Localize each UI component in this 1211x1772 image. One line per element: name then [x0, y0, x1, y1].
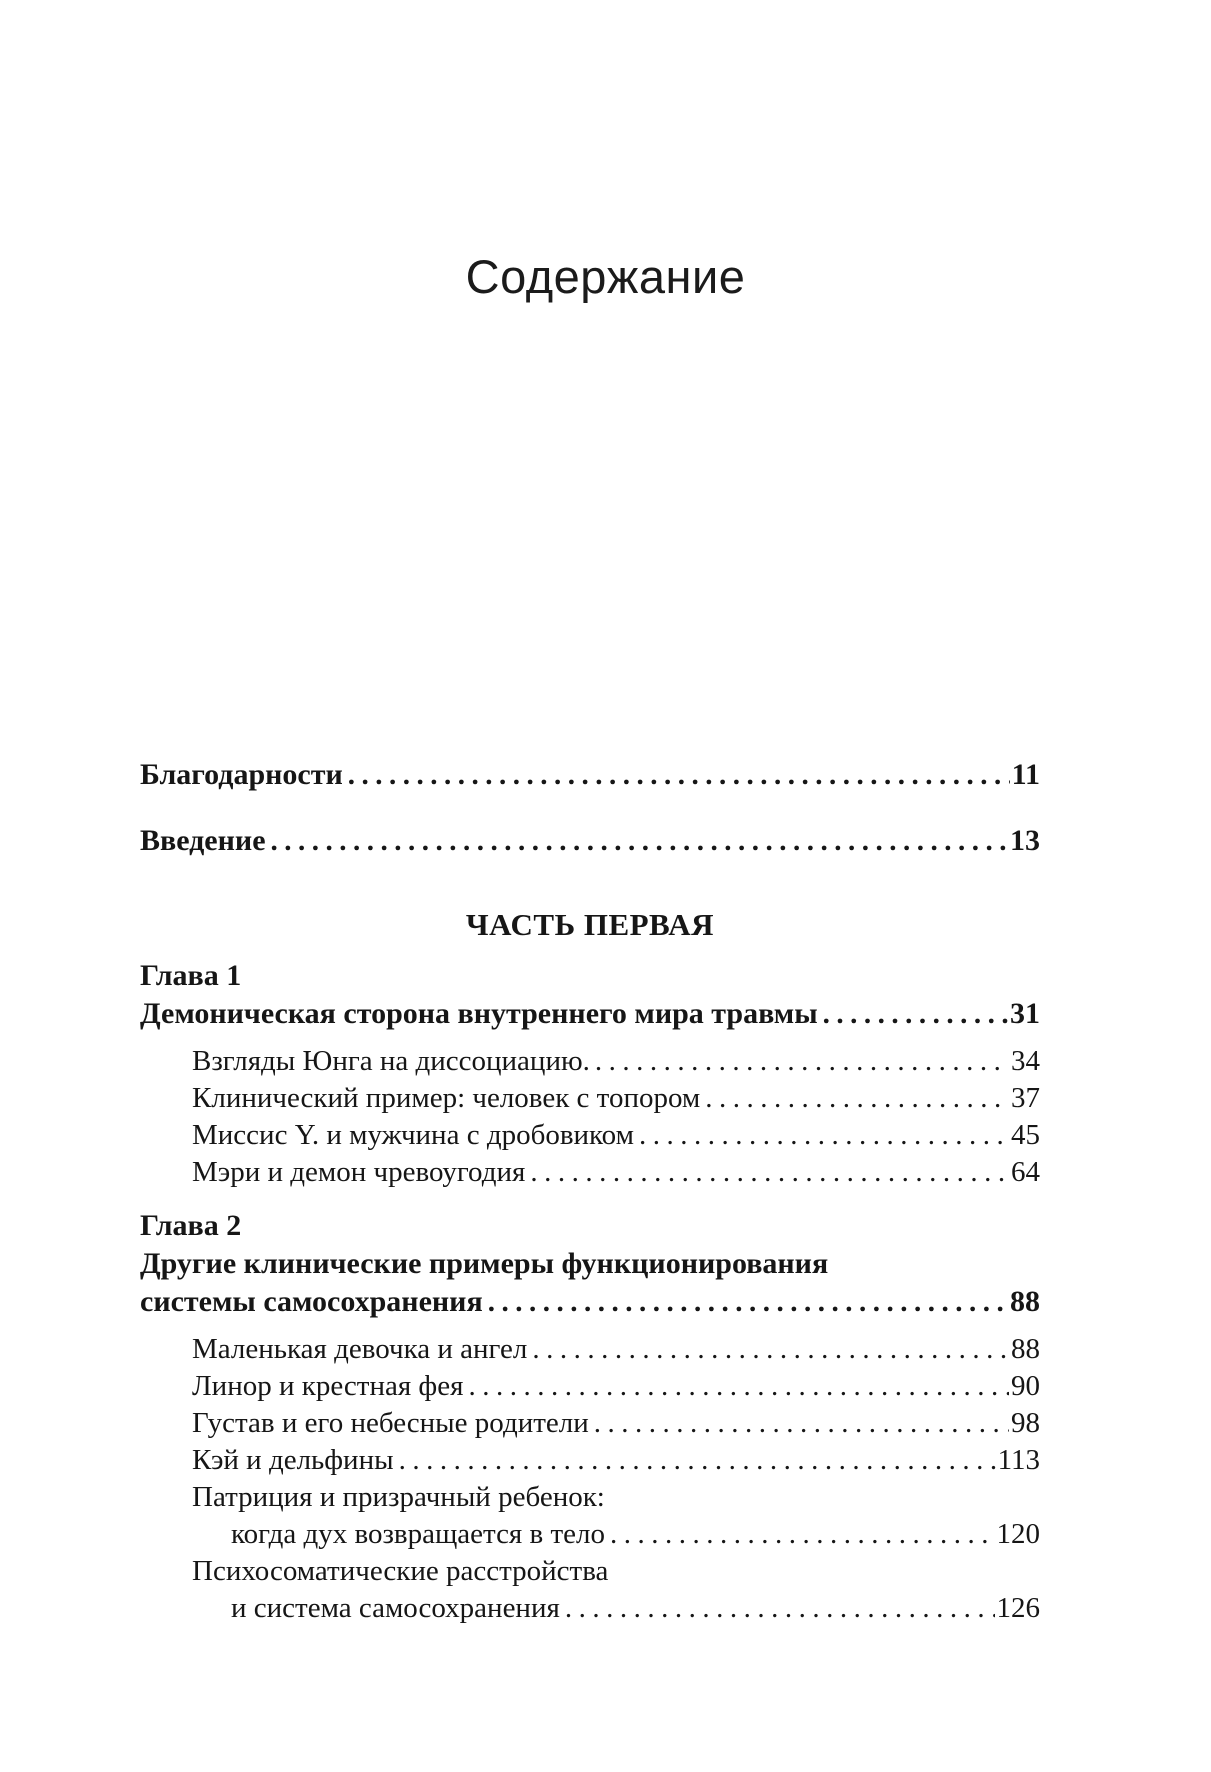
page-number: 11 — [1011, 758, 1040, 791]
toc-row — [140, 1442, 1040, 1479]
toc-entry-label: Взгляды Юнга на диссоциацию. — [192, 1045, 590, 1077]
toc-entry-label: Клинический пример: человек с топором — [192, 1082, 701, 1114]
toc-entry-label: Линор и крестная фея — [192, 1370, 464, 1402]
toc-row — [140, 1043, 1040, 1080]
page-number: 98 — [1011, 1407, 1040, 1439]
toc-entry-label: и система самосохранения — [231, 1592, 560, 1624]
page-number: 113 — [997, 1444, 1040, 1476]
dot-leader — [595, 1043, 1009, 1080]
toc-row — [140, 995, 1040, 1033]
toc-entry-label: Глава 1 — [140, 959, 242, 992]
toc-row — [140, 1207, 1040, 1245]
dot-leader — [530, 1154, 1009, 1191]
dot-leader — [348, 756, 1010, 794]
dot-leader — [399, 1442, 996, 1479]
toc-row — [140, 1245, 1040, 1283]
toc-row — [140, 1479, 1040, 1516]
toc-entry-label: Другие клинические примеры функционирования — [140, 1247, 829, 1280]
toc-entry-label: Кэй и дельфины — [192, 1444, 394, 1476]
toc-row — [140, 1080, 1040, 1117]
toc-entry-label: Маленькая девочка и ангел — [192, 1333, 528, 1365]
dot-leader — [823, 995, 1008, 1033]
dot-leader — [488, 1283, 1008, 1321]
toc-row — [140, 1590, 1040, 1627]
toc-row — [140, 1154, 1040, 1191]
page-number: 34 — [1011, 1045, 1040, 1077]
page-title: Содержание — [465, 250, 746, 303]
toc-entry-label: Глава 2 — [140, 1209, 242, 1242]
page-number: 120 — [996, 1518, 1040, 1550]
page-number: 37 — [1011, 1082, 1040, 1114]
toc-row — [140, 822, 1040, 860]
toc-row — [140, 957, 1040, 995]
toc-row — [140, 756, 1040, 794]
toc-row — [140, 1283, 1040, 1321]
toc-row — [140, 1368, 1040, 1405]
page-number: 64 — [1011, 1156, 1040, 1188]
page-number: 45 — [1011, 1119, 1040, 1151]
toc-row — [140, 1117, 1040, 1154]
toc-entry-label: Психосоматические расстройства — [192, 1555, 609, 1587]
dot-leader — [639, 1117, 1009, 1154]
dot-leader — [532, 1331, 1009, 1368]
toc-entry-label: когда дух возвращается в тело — [231, 1518, 605, 1550]
page-number: 126 — [996, 1592, 1040, 1624]
toc-row — [140, 906, 1040, 944]
toc-entry-label: Благодарности — [140, 758, 343, 791]
dot-leader — [271, 822, 1008, 860]
page-number: 88 — [1010, 1285, 1040, 1318]
toc-entry-label: Демоническая сторона внутреннего мира травмы — [140, 997, 818, 1030]
toc-row — [140, 1553, 1040, 1590]
toc-entry-label: Введение — [140, 824, 266, 857]
toc-entry-label: Патриция и призрачный ребенок: — [192, 1481, 605, 1513]
page-number: 88 — [1011, 1333, 1040, 1365]
dot-leader — [610, 1516, 995, 1553]
dot-leader — [565, 1590, 995, 1627]
toc-row — [140, 1405, 1040, 1442]
toc-entry-label: Миссис Y. и мужчина с дробовиком — [192, 1119, 634, 1151]
toc-entry-label: ЧАСТЬ ПЕРВАЯ — [465, 907, 715, 942]
dot-leader — [468, 1368, 1009, 1405]
dot-leader — [705, 1080, 1009, 1117]
page-number: 31 — [1010, 997, 1040, 1030]
dot-leader — [594, 1405, 1009, 1442]
toc-entry-label: системы самосохранения — [140, 1285, 483, 1318]
toc-list — [140, 756, 1040, 1627]
page-number: 13 — [1010, 824, 1040, 857]
toc-row — [140, 1331, 1040, 1368]
toc-entry-label: Мэри и демон чревоугодия — [192, 1156, 526, 1188]
page-number: 90 — [1011, 1370, 1040, 1402]
toc-entry-label: Густав и его небесные родители — [192, 1407, 589, 1439]
toc-row — [140, 1516, 1040, 1553]
